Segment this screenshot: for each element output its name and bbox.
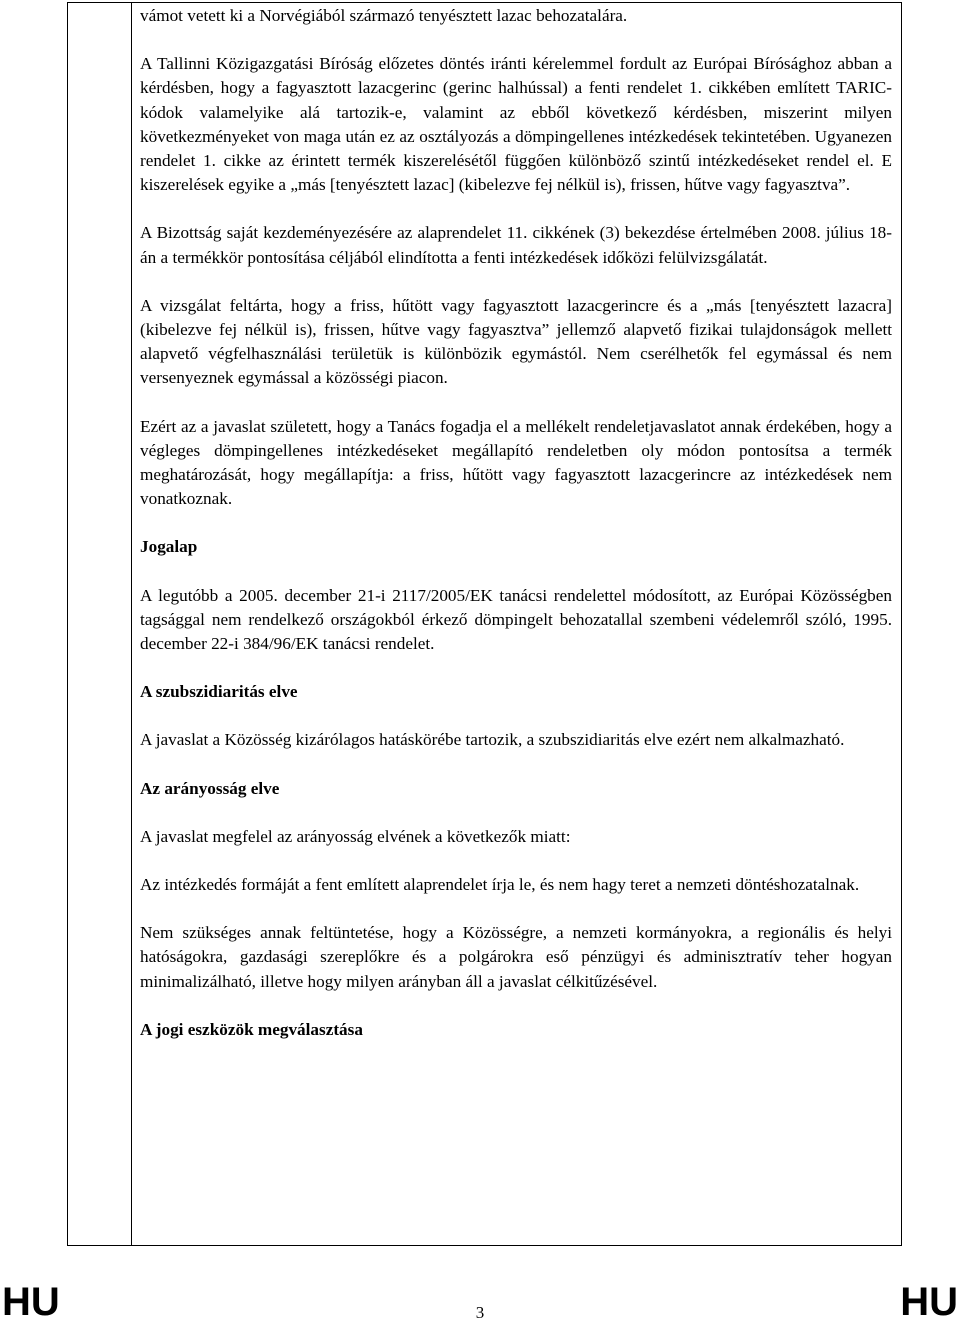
section-heading-jogalap: Jogalap xyxy=(140,537,198,557)
paragraph: Az intézkedés formáját a fent említett alaprendelet írja le, és nem hagy teret a nemzeti döntéshozatalnak. xyxy=(140,875,860,895)
paragraph: A Bizottság saját kezdeményezésére az alaprendelet 11. cikkének (3) bekezdése értelmében 2008. július 18-án a termékkör pontosítása céljából elindította a fenti intézkedések időközi felülvizsgálatát. xyxy=(140,223,892,267)
paragraph: A Tallinni Közigazgatási Bíróság előzetes döntés iránti kérelemmel fordult az Európai Bírósághoz abban a kérdésben, hogy a fagyasztott lazacgerinc (gerinc halhússal) a fenti rendelet 1. cikkében említett TARIC-kódok valamelyike alá tartozik-e, valamint az ebből következő kérdésben, miszerint milyen következményeket von maga után ez az osztályozás a dömpingellenes intézkedések tekintetében. Ugyanezen rendelet 1. cikke az érintett termék kiszerelésétől függően különböző szintű intézkedéseket rendel el. E kiszerelések egyike a „más [tenyésztett lazac] (kibelezve fej nélkül is), frissen, hűtve vagy fagyasztva”. xyxy=(140,54,892,195)
footer-language-code-left: HU xyxy=(2,1280,60,1324)
section-heading-szubszidiaritas: A szubszidiaritás elve xyxy=(140,682,298,702)
paragraph: A javaslat megfelel az arányosság elvének a következők miatt: xyxy=(140,826,571,846)
margin-divider xyxy=(131,2,132,1246)
footer-language-code-right: HU xyxy=(900,1280,958,1324)
section-heading-jogi-eszkozok: A jogi eszközök megválasztása xyxy=(140,1019,363,1039)
document-body xyxy=(140,4,892,1042)
paragraph: Nem szükséges annak feltüntetése, hogy a Közösségre, a nemzeti kormányokra, a regionális és helyi hatóságokra, gazdasági szereplőkre és a polgárokra eső pénzügyi és adminisztratív teher hogyan minimalizálható, illetve hogy milyen arányban áll a javaslat célkitűzésével. xyxy=(140,923,892,991)
section-heading-aranyossag: Az arányosság elve xyxy=(140,778,280,798)
paragraph: A javaslat a Közösség kizárólagos hatáskörébe tartozik, a szubszidiaritás elve ezért nem alkalmazható. xyxy=(140,730,845,750)
paragraph: vámot vetett ki a Norvégiából származó tenyésztett lazac behozatalára. xyxy=(140,6,628,25)
page-number: 3 xyxy=(475,1303,485,1322)
paragraph: Ezért az a javaslat született, hogy a Tanács fogadja el a mellékelt rendeletjavaslatot annak érdekében, hogy a végleges dömpingellenes intézkedéseket megállapító rendeletben oly módon pontosítsa a termék meghatározását, hogy megállapítja: a friss, hűtött vagy fagyasztott lazacgerincre az intézkedések nem vonatkoznak. xyxy=(140,416,892,509)
paragraph: A legutóbb a 2005. december 21-i 2117/2005/EK tanácsi rendelettel módosított, az Európai Közösségben tagsággal nem rendelkező országokból érkező dömpingelt behozatallal szembeni védelemről szóló, 1995. december 22-i 384/96/EK tanácsi rendelet. xyxy=(140,585,892,654)
paragraph: A vizsgálat feltárta, hogy a friss, hűtött vagy fagyasztott lazacgerincre és a „más [tenyésztett lazacra] (kibelezve fej nélkül is), frissen, hűtve vagy fagyasztva” jellemző alapvető fizikai tulajdonságok mellett alapvető végfelhasználási területük is különbözik egymástól. Nem cserélhetők fel egymással és nem versenyeznek egymással a közösségi piacon. xyxy=(140,295,892,388)
